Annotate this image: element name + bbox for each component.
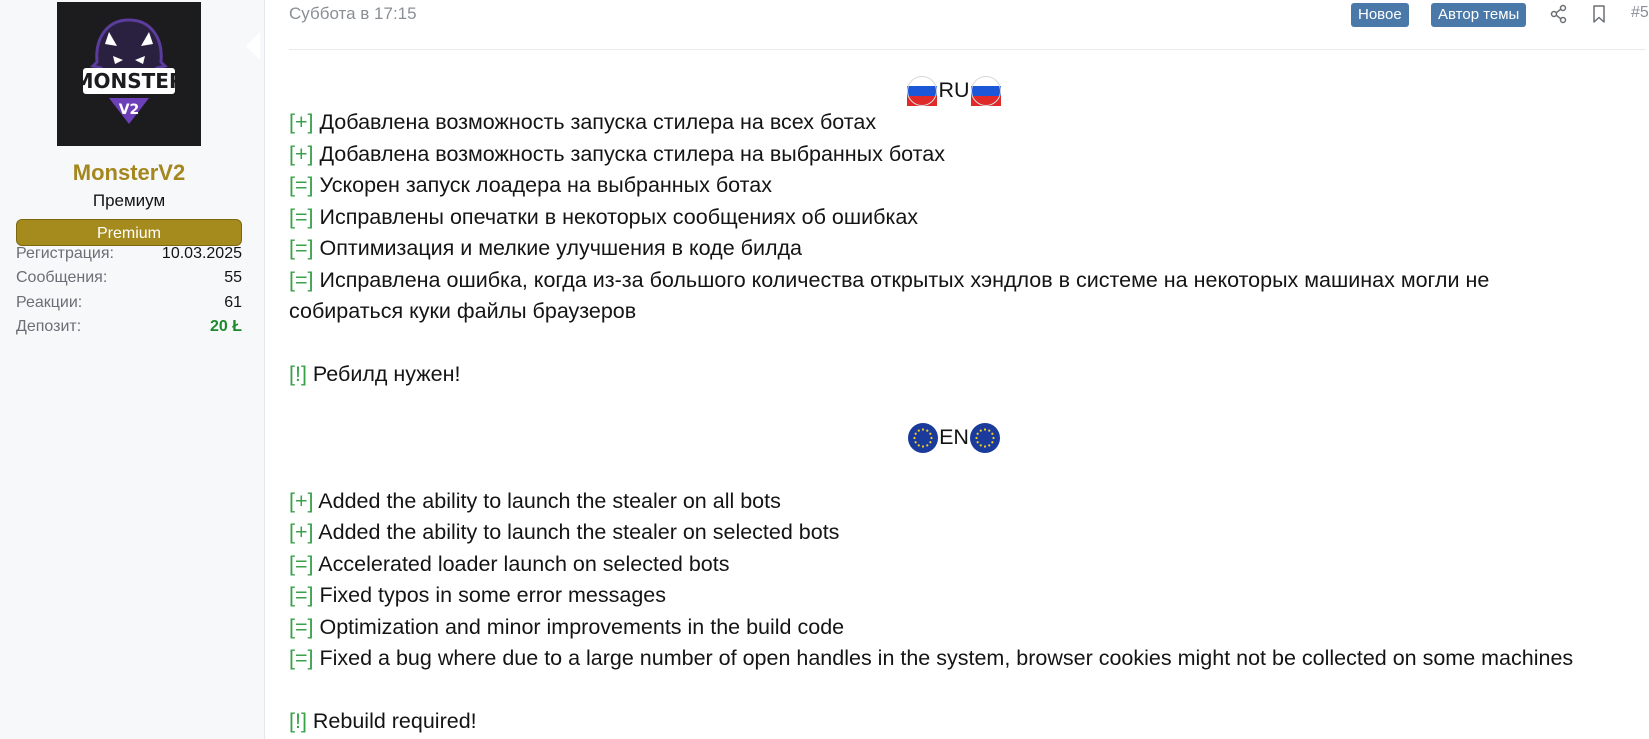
author-badge: Автор темы	[1431, 3, 1526, 27]
change-text: Ускорен запуск лоадера на выбранных ботах	[313, 173, 772, 197]
change-text: Rebuild required!	[306, 709, 477, 733]
stat-label: Регистрация:	[16, 245, 114, 262]
stat-label: Сообщения:	[16, 269, 108, 286]
changelog-line	[289, 170, 1646, 202]
changelog-note	[289, 706, 1646, 738]
stat-value[interactable]: 55	[224, 269, 242, 286]
stat-value: 61	[224, 294, 242, 311]
avatar[interactable]	[57, 2, 201, 146]
change-tag: [=]	[289, 646, 314, 670]
change-tag: [=]	[289, 204, 314, 229]
changelog-line	[289, 612, 1646, 644]
change-tag: [=]	[289, 173, 314, 197]
stat-label: Депозит:	[16, 318, 82, 335]
spacer	[289, 454, 1646, 486]
changelog-line	[289, 107, 1646, 139]
en-heading-text: EN	[939, 425, 969, 450]
post-date[interactable]: Суббота в 17:15	[289, 4, 417, 23]
changelog-line	[289, 233, 1646, 265]
spacer	[289, 391, 1646, 423]
change-text: Исправлена ошибка, когда из-за большого количества открытых хэндлов в системе на некоторых машинах могли не собираться куки файлы браузеров	[289, 267, 1490, 323]
change-tag: [=]	[289, 236, 314, 260]
change-tag: [!]	[289, 709, 307, 733]
change-tag: [=]	[289, 614, 314, 639]
stat-registration	[16, 242, 242, 266]
change-text: Исправлены опечатки в некоторых сообщениях об ошибках	[313, 204, 919, 229]
spacer	[289, 328, 1646, 360]
change-tag: [!]	[289, 362, 307, 386]
share-icon[interactable]	[1549, 4, 1569, 24]
ru-heading-text: RU	[938, 78, 970, 103]
stat-messages	[16, 266, 242, 290]
svg-text:MONSTER: MONSTER	[73, 69, 185, 93]
change-text: Fixed typos in some error messages	[313, 583, 667, 607]
new-badge: Новое	[1351, 3, 1409, 27]
change-text: Оптимизация и мелкие улучшения в коде билда	[313, 236, 803, 260]
change-tag: [+]	[289, 488, 314, 513]
changelog-line	[289, 517, 1646, 549]
change-tag: [=]	[289, 267, 314, 292]
post-body	[289, 75, 1646, 738]
change-tag: [+]	[289, 141, 314, 166]
stat-value: 20 Ł	[209, 318, 242, 335]
svg-text:V2: V2	[118, 102, 140, 118]
change-text: Добавлена возможность запуска стилера на всех ботах	[313, 110, 877, 134]
post-number[interactable]: #5	[1631, 4, 1649, 21]
eu-flag-icon	[970, 423, 1000, 453]
stat-reactions	[16, 291, 242, 315]
change-text: Optimization and minor improvements in the build code	[313, 614, 845, 639]
changelog-line	[289, 202, 1646, 234]
change-text: Accelerated loader launch on selected bots	[313, 551, 730, 576]
changelog-line	[289, 643, 1646, 675]
change-text: Ребилд нужен!	[306, 362, 461, 386]
change-tag: [+]	[289, 520, 314, 544]
bookmark-icon[interactable]	[1589, 4, 1609, 24]
russia-flag-icon	[907, 76, 937, 106]
russia-flag-icon	[971, 76, 1001, 106]
change-text: Fixed a bug where due to a large number of open handles in the system, browser cookies might not be collected on some machines	[313, 646, 1574, 670]
post-header	[289, 0, 1649, 50]
user-sidebar	[0, 0, 265, 739]
stat-value: 10.03.2025	[161, 245, 242, 262]
changelog-line	[289, 265, 1559, 328]
changelog-line	[289, 549, 1646, 581]
change-tag: [=]	[289, 551, 314, 576]
monster-logo-icon	[57, 2, 201, 146]
change-tag: [+]	[289, 110, 314, 134]
user-banner: Premium	[16, 219, 242, 246]
changelog-note	[289, 359, 1646, 391]
eu-flag-icon	[908, 423, 938, 453]
username[interactable]: MonsterV2	[72, 160, 186, 185]
changelog-line	[289, 139, 1646, 171]
stat-label: Реакции:	[16, 294, 83, 311]
ru-heading	[289, 75, 1619, 107]
user-title: Премиум	[92, 191, 166, 210]
spacer	[289, 675, 1646, 707]
change-tag: [=]	[289, 583, 314, 607]
en-heading	[289, 422, 1619, 454]
changelog-line	[289, 486, 1646, 518]
change-text: Добавлена возможность запуска стилера на выбранных ботах	[313, 141, 945, 166]
changelog-line	[289, 580, 1646, 612]
change-text: Added the ability to launch the stealer on all bots	[313, 488, 781, 513]
sidebar-pointer	[246, 32, 260, 60]
stat-deposit	[16, 315, 242, 339]
change-text: Added the ability to launch the stealer on selected bots	[313, 520, 840, 544]
